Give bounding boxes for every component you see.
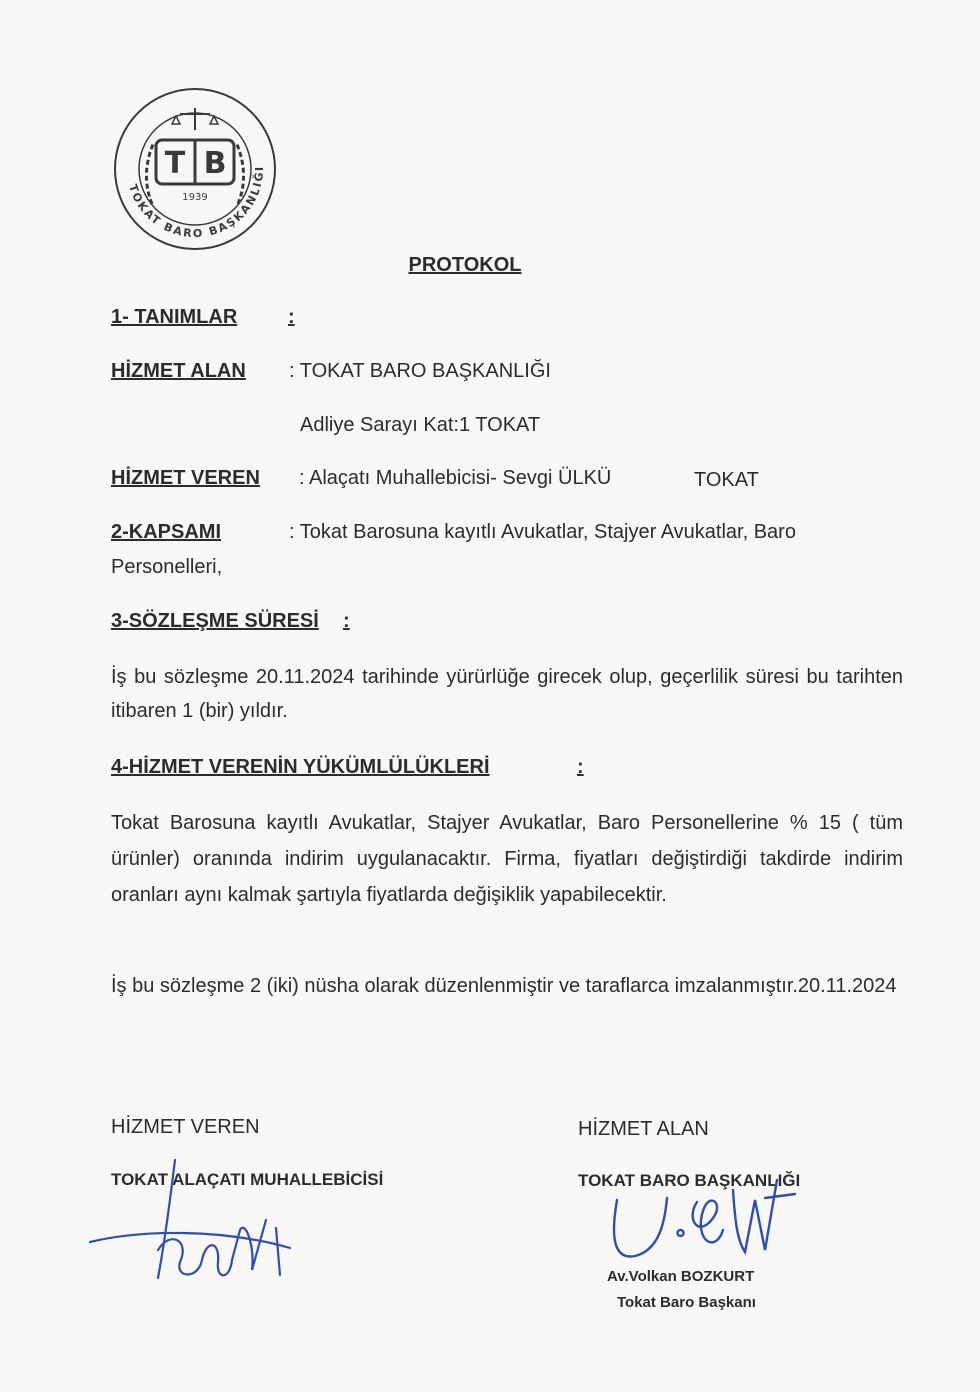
receiver-signature-title: HİZMET ALAN [578, 1118, 709, 1140]
scope-line-1: : Tokat Barosuna kayıtlı Avukatlar, Stajyer Avukatlar, Baro [289, 521, 796, 543]
service-provider-row [111, 467, 611, 490]
service-provider-city: TOKAT [694, 469, 759, 491]
receiver-person-name: Av.Volkan BOZKURT [607, 1268, 755, 1285]
svg-text:T: T [164, 146, 186, 181]
svg-text:1939: 1939 [182, 192, 208, 203]
provider-signature-title: HİZMET VEREN [111, 1116, 260, 1138]
duration-heading-row [111, 610, 350, 633]
obligations-text: Tokat Barosuna kayıtlı Avukatlar, Stajyer Avukatlar, Baro Personellerine % 15 ( tüm ürünler) oranında indirim uygulanacaktır. Firma, fiyatları değiştirdiği takdirde indirim oranları aynı kalmak şartıyla fiyatlarda değişiklik yapabilecektir. [111, 812, 903, 906]
receiver-person-role: Tokat Baro Başkanı [617, 1294, 756, 1311]
bar-association-seal [112, 86, 278, 252]
scope-row [111, 521, 796, 544]
document-title: PROTOKOL [408, 254, 522, 276]
svg-text:TOKAT BARO BAŞKANLIĞI: TOKAT BARO BAŞKANLIĞI [126, 164, 267, 241]
obligations-heading: 4-HİZMET VERENİN YÜKÜMLÜLÜKLERİ [111, 756, 490, 778]
receiver-signature [605, 1160, 805, 1270]
closing-text: İş bu sözleşme 2 (iki) nüsha olarak düzenlenmiştir ve taraflarca imzalanmıştır.20.11.2024 [111, 975, 897, 997]
receiver-signature-org: TOKAT BARO BAŞKANLIĞI [578, 1171, 801, 1190]
duration-heading: 3-SÖZLEŞME SÜRESİ [111, 610, 319, 632]
service-receiver-address: Adliye Sarayı Kat:1 TOKAT [300, 414, 541, 436]
service-provider-label: HİZMET VEREN [111, 467, 260, 489]
definitions-heading: 1- TANIMLAR [111, 306, 238, 328]
duration-text: İş bu sözleşme 20.11.2024 tarihinde yürürlüğe girecek olup, geçerlilik süresi bu tarihten itibaren 1 (bir) yıldır. [111, 666, 903, 722]
service-receiver-row [111, 360, 551, 383]
scope-label: 2-KAPSAMI [111, 521, 222, 543]
svg-text:B: B [203, 146, 227, 181]
service-provider-value: : Alaçatı Muhallebicisi- Sevgi ÜLKÜ [299, 467, 612, 489]
definitions-heading-row [111, 306, 295, 329]
scope-line-2: Personelleri, [111, 556, 223, 578]
duration-heading-colon: : [343, 610, 350, 632]
definitions-heading-colon: : [288, 306, 295, 328]
provider-signature [80, 1150, 310, 1300]
obligations-heading-colon: : [577, 756, 584, 778]
service-receiver-label: HİZMET ALAN [111, 360, 246, 382]
obligations-heading-row [111, 756, 584, 779]
provider-signature-org: TOKAT ALAÇATI MUHALLEBİCİSİ [111, 1170, 384, 1189]
service-receiver-value: : TOKAT BARO BAŞKANLIĞI [289, 360, 551, 382]
